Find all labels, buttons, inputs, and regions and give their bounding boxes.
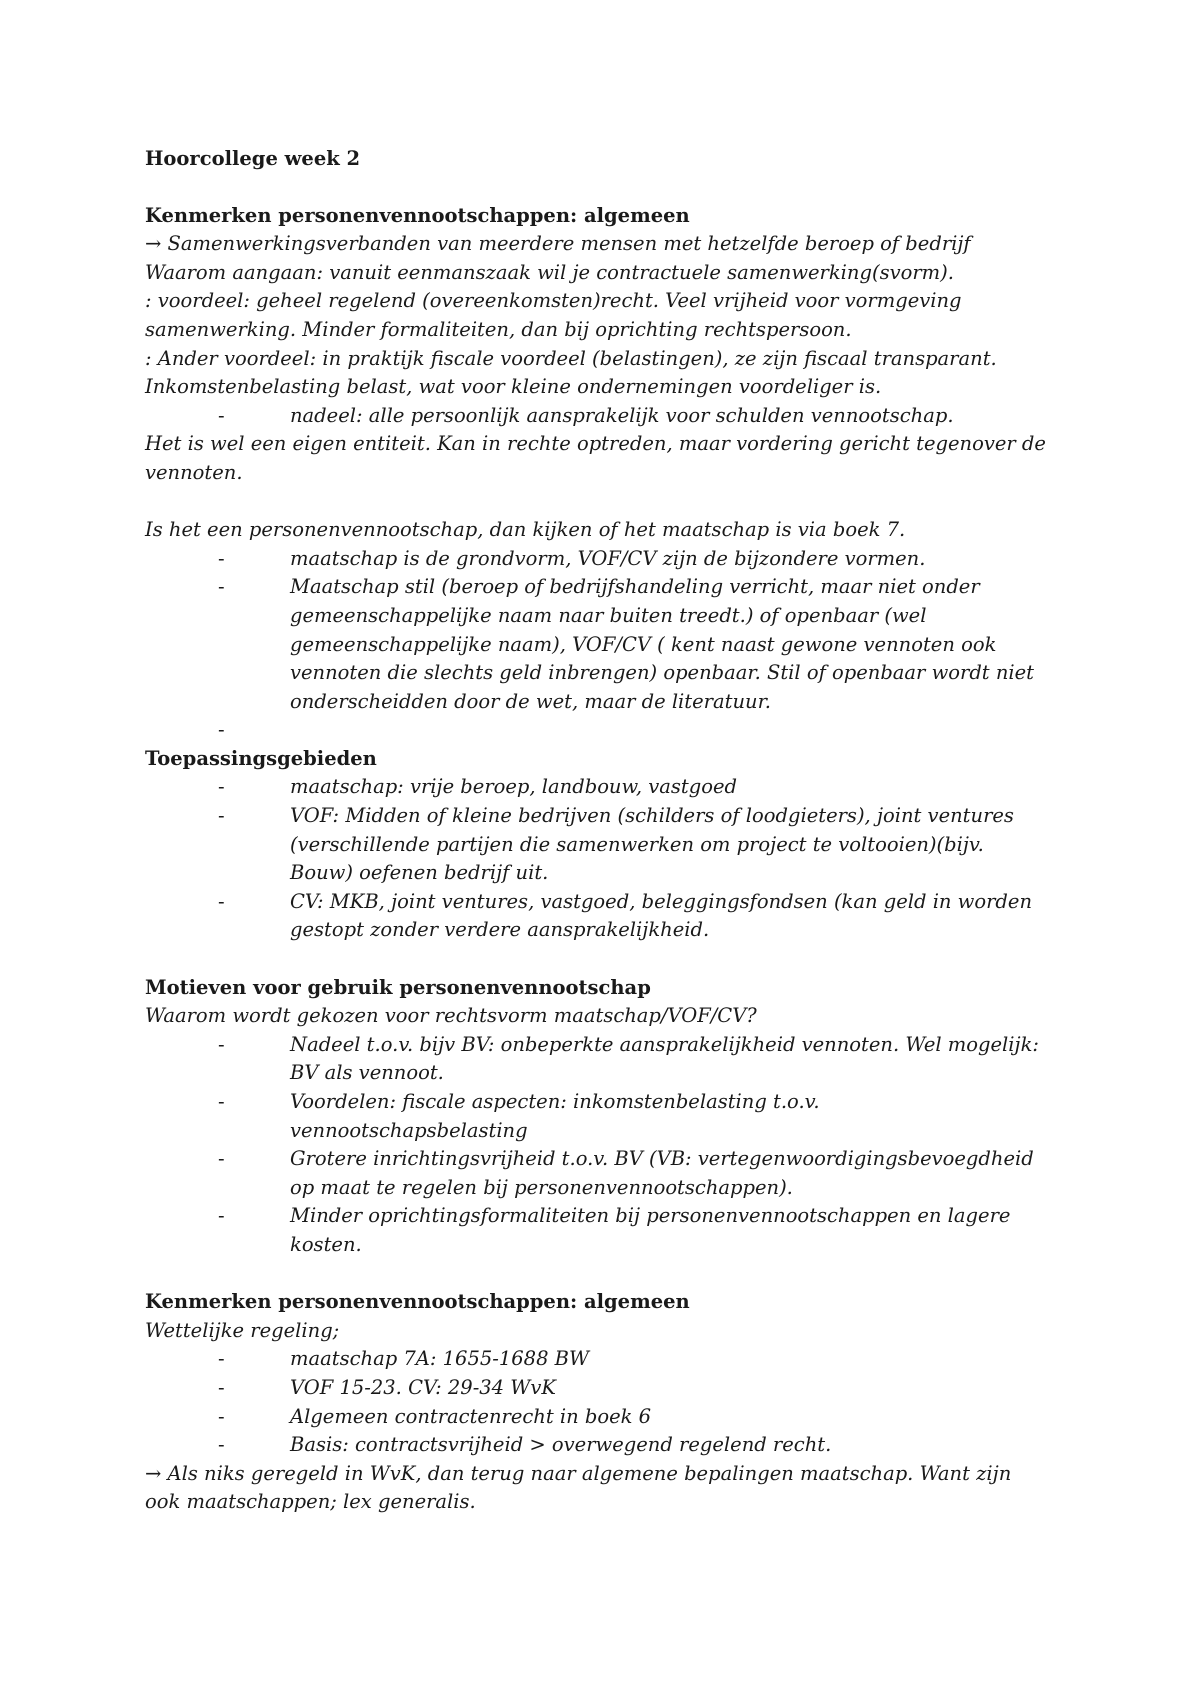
section-heading: Kenmerken personenvennootschappen: algemeen: [145, 1290, 690, 1314]
list-item: [145, 1145, 1080, 1202]
list-item-text: Maatschap stil (beroep of bedrijfshandeling verricht, maar niet onder: [290, 575, 980, 599]
paragraph-line: : voordeel: geheel regelend (overeenkomsten)recht. Veel vrijheid voor vormgeving: [145, 289, 962, 313]
paragraph-line: vennoten.: [145, 460, 243, 484]
section-heading: Toepassingsgebieden: [145, 746, 377, 770]
list-item: [145, 802, 1080, 888]
bullet-marker: -: [218, 1433, 225, 1457]
list-item: [145, 888, 1080, 945]
list-item: [145, 573, 1080, 716]
list-item-text: maatschap 7A: 1655-1688 BW: [290, 1347, 590, 1371]
bullet-marker: -: [218, 718, 225, 742]
paragraph-line: → Als niks geregeld in WvK, dan terug naar algemene bepalingen maatschap. Want zijn: [145, 1461, 1012, 1485]
paragraph-line: samenwerking. Minder formaliteiten, dan bij oprichting rechtspersoon.: [145, 317, 852, 341]
list-item-text: gemeenschappelijke naam), VOF/CV ( kent naast gewone vennoten ook: [290, 632, 997, 656]
list-item-text: vennootschapsbelasting: [290, 1118, 528, 1142]
list-item-text: (verschillende partijen die samenwerken om project te voltooien)(bijv.: [290, 832, 984, 856]
list-item-text: VOF 15-23. CV: 29-34 WvK: [290, 1375, 556, 1399]
bullet-marker: -: [218, 1375, 225, 1399]
list-item-text: Bouw) oefenen bedrijf uit.: [290, 861, 549, 885]
section-motieven: [145, 974, 1080, 1260]
list-item: [145, 716, 1080, 745]
list-item-text: CV: MKB, joint ventures, vastgoed, beleggingsfondsen (kan geld in worden: [290, 889, 1033, 913]
bullet-marker: -: [218, 775, 225, 799]
section-heading: Kenmerken personenvennootschappen: algemeen: [145, 203, 690, 227]
list-item-text: Grotere inrichtingsvrijheid t.o.v. BV (VB: vertegenwoordigingsbevoegdheid: [290, 1147, 1034, 1171]
bullet-marker: -: [218, 1347, 225, 1371]
paragraph-line: Het is wel een eigen entiteit. Kan in rechte optreden, maar vordering gericht tegenover de: [145, 432, 1046, 456]
list-item: [145, 1403, 1080, 1432]
list-item: [145, 773, 1080, 802]
list-item-text: Algemeen contractenrecht in boek 6: [290, 1404, 652, 1428]
bullet-marker: -: [218, 1404, 225, 1428]
bullet-marker: -: [218, 1032, 225, 1056]
list-item: [145, 402, 1080, 431]
bullet-marker: -: [218, 1147, 225, 1171]
list-item-text: maatschap is de grondvorm, VOF/CV zijn de bijzondere vormen.: [290, 546, 926, 570]
list-item-text: nadeel: alle persoonlijk aansprakelijk voor schulden vennootschap.: [290, 403, 954, 427]
list-item-text: Minder oprichtingsformaliteiten bij personenvennootschappen en lagere: [290, 1204, 1011, 1228]
section-toepassingsgebieden: [145, 745, 1080, 945]
list-item: [145, 545, 1080, 574]
list-item-text: vennoten die slechts geld inbrengen) openbaar. Stil of openbaar wordt niet: [290, 661, 1035, 685]
list-item-text: onderscheidden door de wet, maar de literatuur.: [290, 689, 771, 713]
list-item: [145, 1345, 1080, 1374]
list-item-text: Voordelen: fiscale aspecten: inkomstenbelasting t.o.v.: [290, 1090, 820, 1113]
document-title: Hoorcollege week 2: [145, 147, 361, 170]
list-item-text: Basis: contractsvrijheid > overwegend regelend recht.: [290, 1433, 832, 1457]
list-item: [145, 1374, 1080, 1403]
list-item-text: gemeenschappelijke naam naar buiten treedt.) of openbaar (wel: [290, 603, 927, 627]
list-item-text: gestopt zonder verdere aansprakelijkheid.: [290, 918, 710, 942]
bullet-marker: -: [218, 1090, 225, 1113]
list-item-text: kosten.: [290, 1232, 362, 1256]
section-kenmerken-2: [145, 1288, 1080, 1517]
list-item-text: Nadeel t.o.v. bijv BV: onbeperkte aansprakelijkheid vennoten. Wel mogelijk:: [290, 1032, 1039, 1056]
paragraph-line: Inkomstenbelasting belast, wat voor kleine ondernemingen voordeliger is.: [145, 375, 882, 399]
list-item-text: VOF: Midden of kleine bedrijven (schilders of loodgieters), joint ventures: [290, 804, 1014, 828]
bullet-marker: -: [218, 575, 225, 599]
section-kenmerken-1: [145, 202, 1080, 745]
bullet-marker: -: [218, 889, 225, 913]
paragraph-line: Waarom aangaan: vanuit eenmanszaak wil je contractuele samenwerking(svorm).: [145, 260, 954, 284]
list-item-text: BV als vennoot.: [290, 1061, 444, 1085]
bullet-marker: -: [218, 1204, 225, 1228]
bullet-marker: -: [218, 804, 225, 828]
paragraph-line: Is het een personenvennootschap, dan kijken of het maatschap is via boek 7.: [145, 518, 906, 542]
paragraph-line: Wettelijke regeling;: [145, 1318, 340, 1342]
paragraph-line: → Samenwerkingsverbanden van meerdere mensen met hetzelfde beroep of bedrijf: [145, 232, 971, 256]
list-item-text: op maat te regelen bij personenvennootschappen).: [290, 1175, 793, 1199]
list-item: [145, 1031, 1080, 1088]
paragraph-line: Waarom wordt gekozen voor rechtsvorm maatschap/VOF/CV?: [145, 1004, 757, 1028]
paragraph-line: : Ander voordeel: in praktijk fiscale voordeel (belastingen), ze zijn fiscaal transparant.: [145, 346, 997, 370]
list-item: [145, 1088, 1080, 1145]
paragraph-line: ook maatschappen; lex generalis.: [145, 1490, 476, 1514]
bullet-marker: -: [218, 403, 225, 427]
list-item: [145, 1431, 1080, 1460]
list-item: [145, 1202, 1080, 1259]
list-item-text: maatschap: vrije beroep, landbouw, vastgoed: [290, 775, 737, 799]
bullet-marker: -: [218, 546, 225, 570]
section-heading: Motieven voor gebruik personenvennootschap: [145, 975, 651, 999]
